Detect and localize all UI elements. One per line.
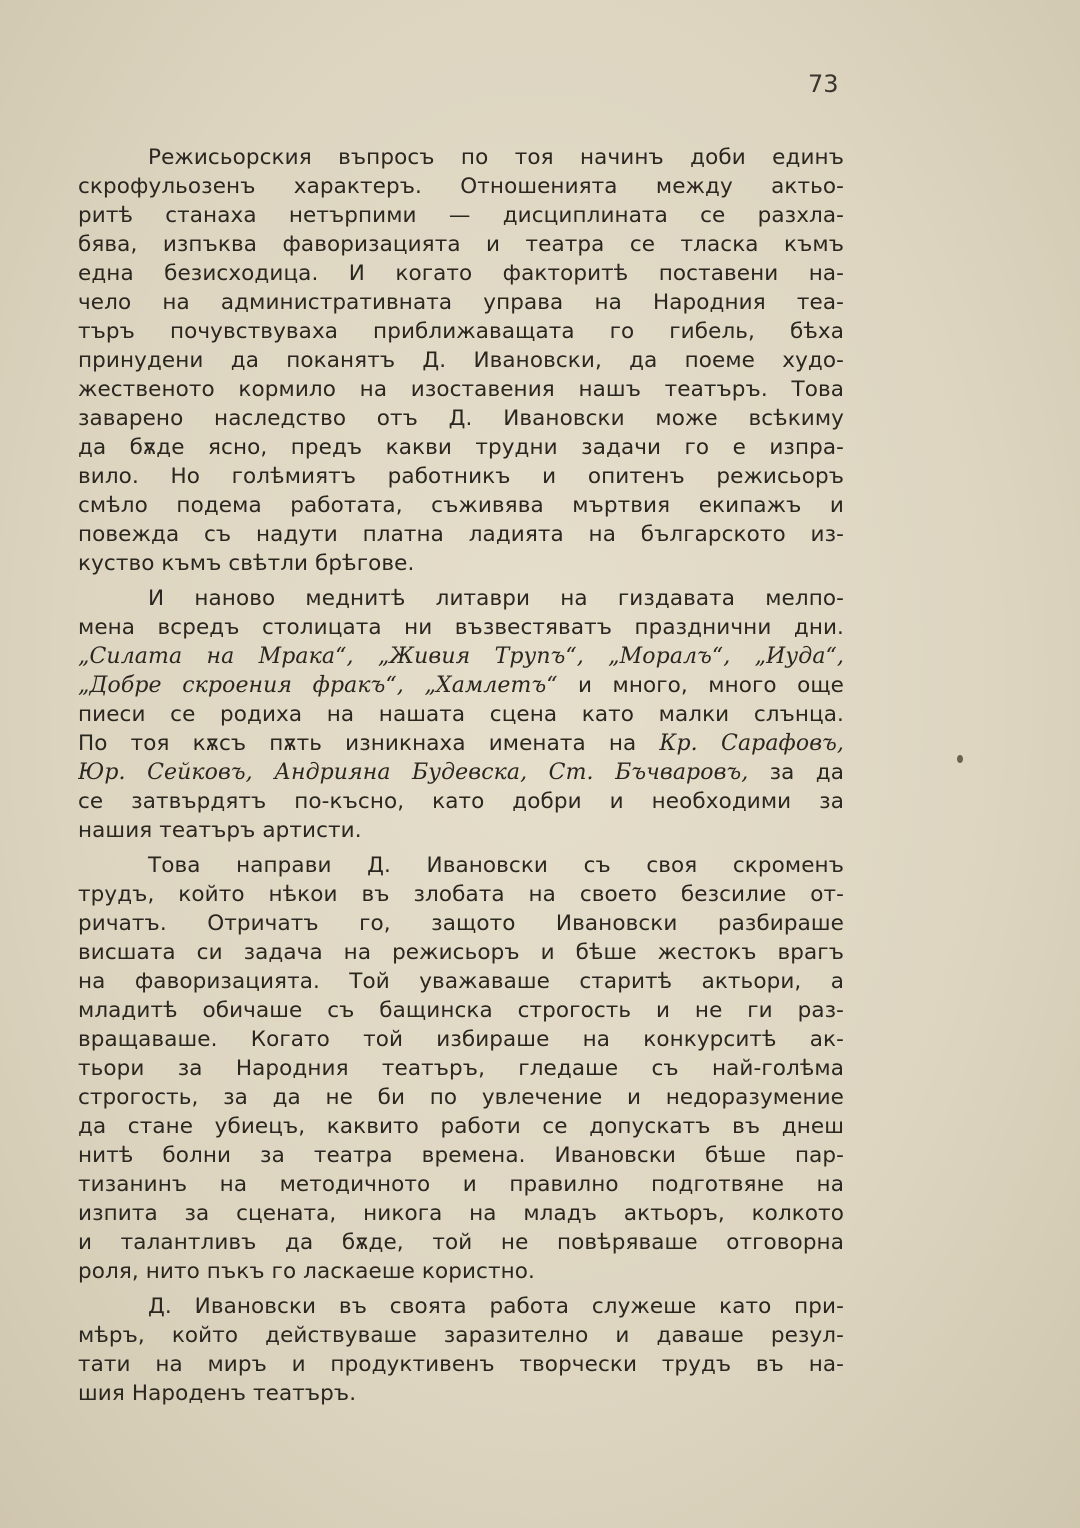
text-line: висшата си задача на режисьоръ и бѣше жестокъ врагъ (78, 940, 844, 965)
text-line: ритѣ станаха нетърпими — дисциплината се разхла- (78, 203, 844, 228)
text-line: бява, изпъква фаворизацията и театра се тласка къмъ (78, 232, 844, 257)
text-line: Режисьорския въпросъ по тоя начинъ доби единъ (148, 145, 844, 170)
body-text (78, 143, 844, 1408)
text-line: строгость, за да не би по увлечение и недоразумение (78, 1085, 844, 1110)
text-line: роля, нито пъкъ го ласкаеше користно. (78, 1259, 535, 1284)
text-fragment: и много, много още (557, 673, 844, 698)
text-line: изпита за сцената, никога на младъ актьоръ, колкото (78, 1201, 844, 1226)
text-line: ричатъ. Отричатъ го, защото Ивановски разбираше (78, 911, 844, 936)
text-line: и талантливъ да бѫде, той не повѣряваше отговорна (78, 1230, 844, 1255)
actor-names: Юр. Сейковъ, Андрияна Будевска, Ст. Бъчваровъ, (78, 760, 749, 785)
text-line: трудъ, който нѣкои въ злобата на своето безсилие от- (78, 882, 844, 907)
text-line: принудени да поканятъ Д. Ивановски, да поеме худо- (78, 348, 844, 373)
text-line: вращаваше. Когато той избираше на конкурситѣ ак- (78, 1027, 844, 1052)
text-line: Д. Ивановски въ своята работа служеше като при- (148, 1294, 844, 1319)
text-line: заварено наследство отъ Д. Ивановски може всѣкиму (78, 406, 844, 431)
text-line: да бѫде ясно, предъ какви трудни задачи го е изпра- (78, 435, 844, 460)
text-line: вило. Но голѣмиятъ работникъ и опитенъ режисьоръ (78, 464, 844, 489)
text-line (78, 729, 844, 758)
text-line: пиеси се родиха на нашата сцена като малки слънца. (78, 702, 844, 727)
play-titles: „Добре скроения фракъ“, „Хамлетъ“ (78, 673, 558, 698)
text-line: куство къмъ свѣтли брѣгове. (78, 551, 415, 576)
paragraph-2 (78, 584, 844, 845)
text-line-italic: „Силата на Мрака“, „Живия Трупъ“, „Моралъ“, „Иуда“, (78, 644, 844, 669)
paragraph-4 (78, 1292, 844, 1408)
text-line: повежда съ надути платна ладията на българското из- (78, 522, 844, 547)
text-line: тати на миръ и продуктивенъ творчески трудъ въ на- (78, 1352, 844, 1377)
text-line: младитѣ обичаше съ бащинска строгость и не ги раз- (78, 998, 844, 1023)
text-fragment: По тоя кѫсъ пѫть изникнаха имената на (78, 731, 660, 756)
actor-name: Кр. Сарафовъ, (659, 731, 844, 756)
text-line: жественото кормило на изоставения нашъ театъръ. Това (78, 377, 844, 402)
paragraph-3 (78, 851, 844, 1286)
text-line: да стане убиецъ, каквито работи се допускатъ въ днеш (78, 1114, 844, 1139)
text-line: се затвърдятъ по-късно, като добри и необходими за (78, 789, 844, 814)
text-line: чело на административната управа на Народния теа- (78, 290, 844, 315)
paper-speck (957, 755, 963, 763)
text-line: скрофульозенъ характеръ. Отношенията между актьо- (78, 174, 844, 199)
text-line: на фаворизацията. Той уважаваше старитѣ актьори, а (78, 969, 844, 994)
text-line: една безисходица. И когато факторитѣ поставени на- (78, 261, 844, 286)
text-line: мена всредъ столицата ни възвестяватъ празднични дни. (78, 615, 844, 640)
paragraph-1 (78, 143, 844, 578)
text-line: тьори за Народния театъръ, гледаше съ най-голѣма (78, 1056, 844, 1081)
text-line: Това направи Д. Ивановски съ своя скроменъ (148, 853, 844, 878)
text-line: търъ почувствуваха приближаващата го гибель, бѣха (78, 319, 844, 344)
page-number: 73 (808, 70, 839, 98)
text-line: мѣръ, който действуваше заразително и даваше резул- (78, 1323, 844, 1348)
text-fragment: за да (748, 760, 844, 785)
text-line: смѣло подема работата, съживява мъртвия екипажъ и (78, 493, 844, 518)
text-line: нитѣ болни за театра времена. Ивановски бѣше пар- (78, 1143, 844, 1168)
text-line (78, 758, 844, 787)
text-line: тизанинъ на методичното и правилно подготвяне на (78, 1172, 844, 1197)
text-line: нашия театъръ артисти. (78, 818, 362, 843)
text-line: шия Народенъ театъръ. (78, 1381, 357, 1406)
text-line (78, 671, 844, 700)
text-line: И наново меднитѣ литаври на гиздавата мелпо- (148, 586, 844, 611)
